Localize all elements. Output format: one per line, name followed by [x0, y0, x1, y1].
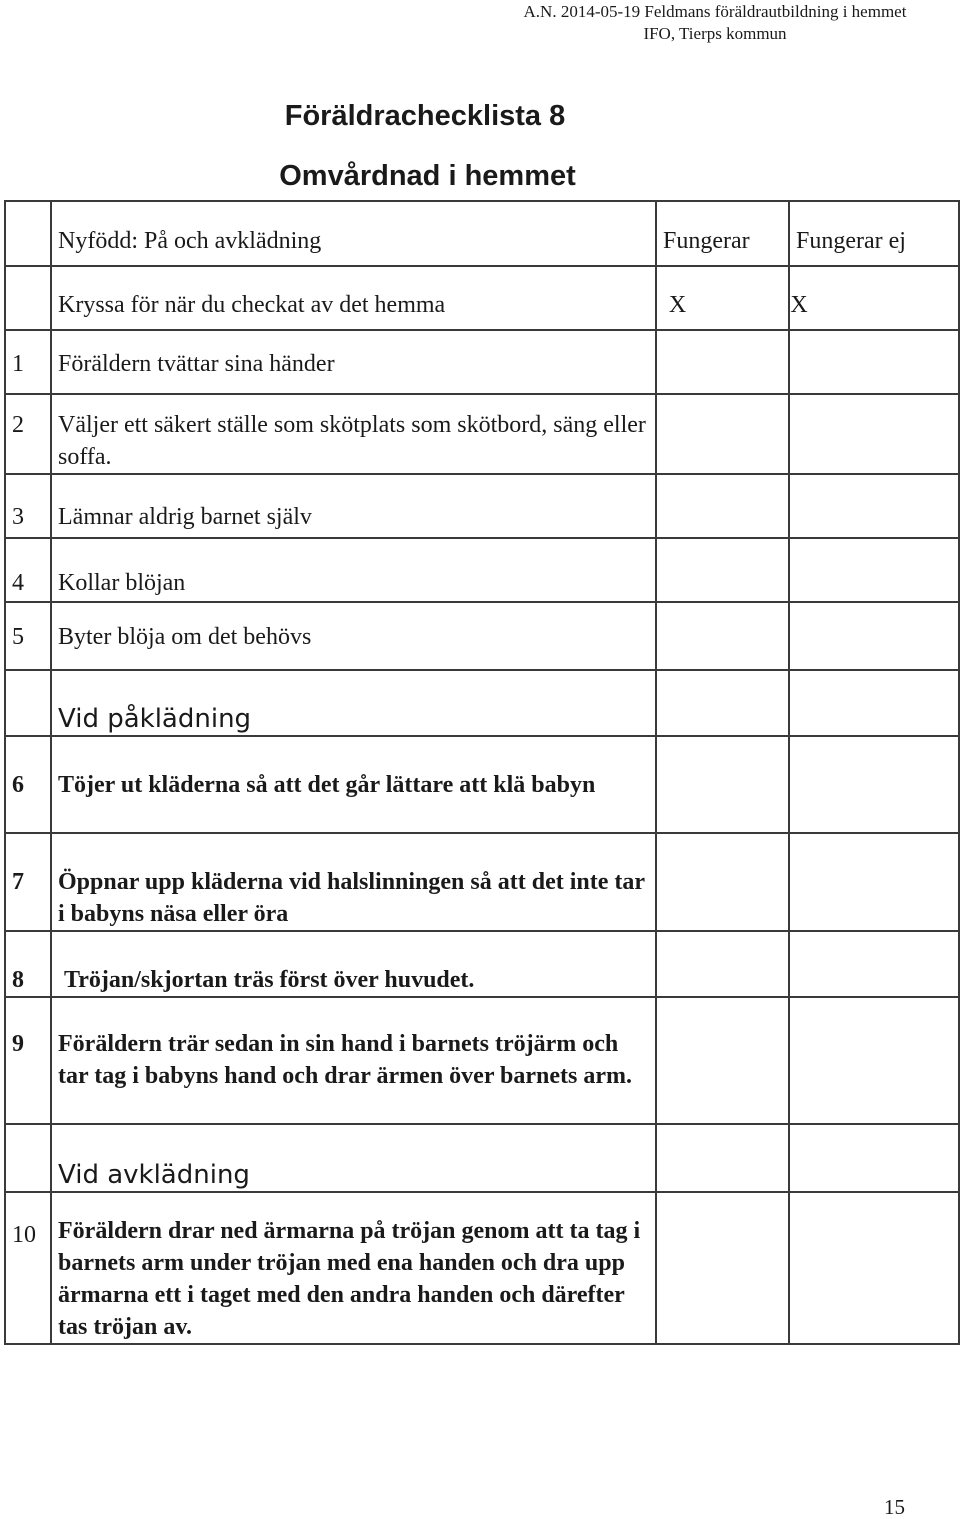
- checkbox-works-1[interactable]: [656, 330, 789, 394]
- row-number: 6: [5, 736, 51, 833]
- checkbox-works-2[interactable]: [656, 394, 789, 474]
- row-number: 8: [5, 931, 51, 997]
- row-text: Föräldern trär sedan in sin hand i barnets tröjärm och tar tag i babyns hand och drar ärmen över barnets arm.: [51, 997, 656, 1124]
- table-row: [5, 394, 959, 474]
- page-title: Föräldrachecklista 8: [284, 100, 566, 132]
- table-row: [5, 474, 959, 538]
- checkbox-works-4[interactable]: [656, 538, 789, 602]
- section-works-cell: [656, 1124, 789, 1192]
- column-header-works: Fungerar: [656, 201, 789, 266]
- table-row: [5, 330, 959, 394]
- instruction-num-cell: [5, 266, 51, 330]
- row-number: 9: [5, 997, 51, 1124]
- checkbox-works-9[interactable]: [656, 997, 789, 1124]
- table-row: [5, 602, 959, 670]
- section-row: [5, 1124, 959, 1192]
- section-not-works-cell: [789, 1124, 959, 1192]
- row-text: Lämnar aldrig barnet själv: [51, 474, 656, 538]
- checkbox-works-8[interactable]: [656, 931, 789, 997]
- checkbox-not-works-1[interactable]: [789, 330, 959, 394]
- checkbox-works-7[interactable]: [656, 833, 789, 931]
- table-row: [5, 1192, 959, 1344]
- row-number: 4: [5, 538, 51, 602]
- instruction-row: [5, 266, 959, 330]
- table-row: [5, 538, 959, 602]
- page-number: 15: [884, 1495, 905, 1519]
- row-text: Tröjan/skjortan träs först över huvudet.: [51, 931, 656, 997]
- header-note-line2-text: IFO, Tierps kommun: [643, 24, 787, 43]
- table-row: [5, 997, 959, 1124]
- row-text: Kollar blöjan: [51, 538, 656, 602]
- section-not-works-cell: [789, 670, 959, 736]
- column-header-not-works: Fungerar ej: [789, 201, 959, 266]
- checkbox-works-6[interactable]: [656, 736, 789, 833]
- checkbox-not-works-2[interactable]: [789, 394, 959, 474]
- row-number: 5: [5, 602, 51, 670]
- checkbox-not-works-10[interactable]: [789, 1192, 959, 1344]
- mark-not-works: X: [789, 266, 959, 330]
- section-heading-undressing: Vid avklädning: [51, 1124, 656, 1192]
- checkbox-not-works-7[interactable]: [789, 833, 959, 931]
- section-heading-dressing: Vid påklädning: [51, 670, 656, 736]
- row-text: Föräldern drar ned ärmarna på tröjan genom att ta tag i barnets arm under tröjan med ena handen och dra upp ärmarna ett i taget med den andra handen och därefter tas tröjan av.: [51, 1192, 656, 1344]
- header-note-line1-text: A.N. 2014-05-19 Feldmans föräldrautbildning i hemmet: [523, 2, 907, 21]
- checklist-table: [4, 200, 960, 1345]
- row-number: 3: [5, 474, 51, 538]
- checkbox-works-10[interactable]: [656, 1192, 789, 1344]
- section-works-cell: [656, 670, 789, 736]
- section-row: [5, 670, 959, 736]
- row-number: 1: [5, 330, 51, 394]
- checkbox-works-3[interactable]: [656, 474, 789, 538]
- row-number: 2: [5, 394, 51, 474]
- row-text: Öppnar upp kläderna vid halslinningen så att det inte tar i babyns näsa eller öra: [51, 833, 656, 931]
- checkbox-not-works-5[interactable]: [789, 602, 959, 670]
- table-row: [5, 736, 959, 833]
- checkbox-not-works-4[interactable]: [789, 538, 959, 602]
- row-text: Föräldern tvättar sina händer: [51, 330, 656, 394]
- row-number: 10: [5, 1192, 51, 1344]
- page-subtitle: Omvårdnad i hemmet: [279, 160, 576, 192]
- checkbox-not-works-9[interactable]: [789, 997, 959, 1124]
- table-row: [5, 931, 959, 997]
- section-num-cell: [5, 1124, 51, 1192]
- row-text: Väljer ett säkert ställe som skötplats som skötbord, säng eller soffa.: [51, 394, 656, 474]
- instruction-text: Kryssa för när du checkat av det hemma: [51, 266, 656, 330]
- header-num-cell: [5, 201, 51, 266]
- checkbox-not-works-6[interactable]: [789, 736, 959, 833]
- checkbox-works-5[interactable]: [656, 602, 789, 670]
- row-text: Töjer ut kläderna så att det går lättare att klä babyn: [51, 736, 656, 833]
- mark-works: X: [656, 266, 789, 330]
- header-note-line1: [0, 3, 950, 20]
- table-header-row: [5, 201, 959, 266]
- section-num-cell: [5, 670, 51, 736]
- row-text: Byter blöja om det behövs: [51, 602, 656, 670]
- checkbox-not-works-3[interactable]: [789, 474, 959, 538]
- header-note-line2: [0, 25, 950, 42]
- checklist-heading: Nyfödd: På och avklädning: [51, 201, 656, 266]
- row-number: 7: [5, 833, 51, 931]
- table-row: [5, 833, 959, 931]
- checkbox-not-works-8[interactable]: [789, 931, 959, 997]
